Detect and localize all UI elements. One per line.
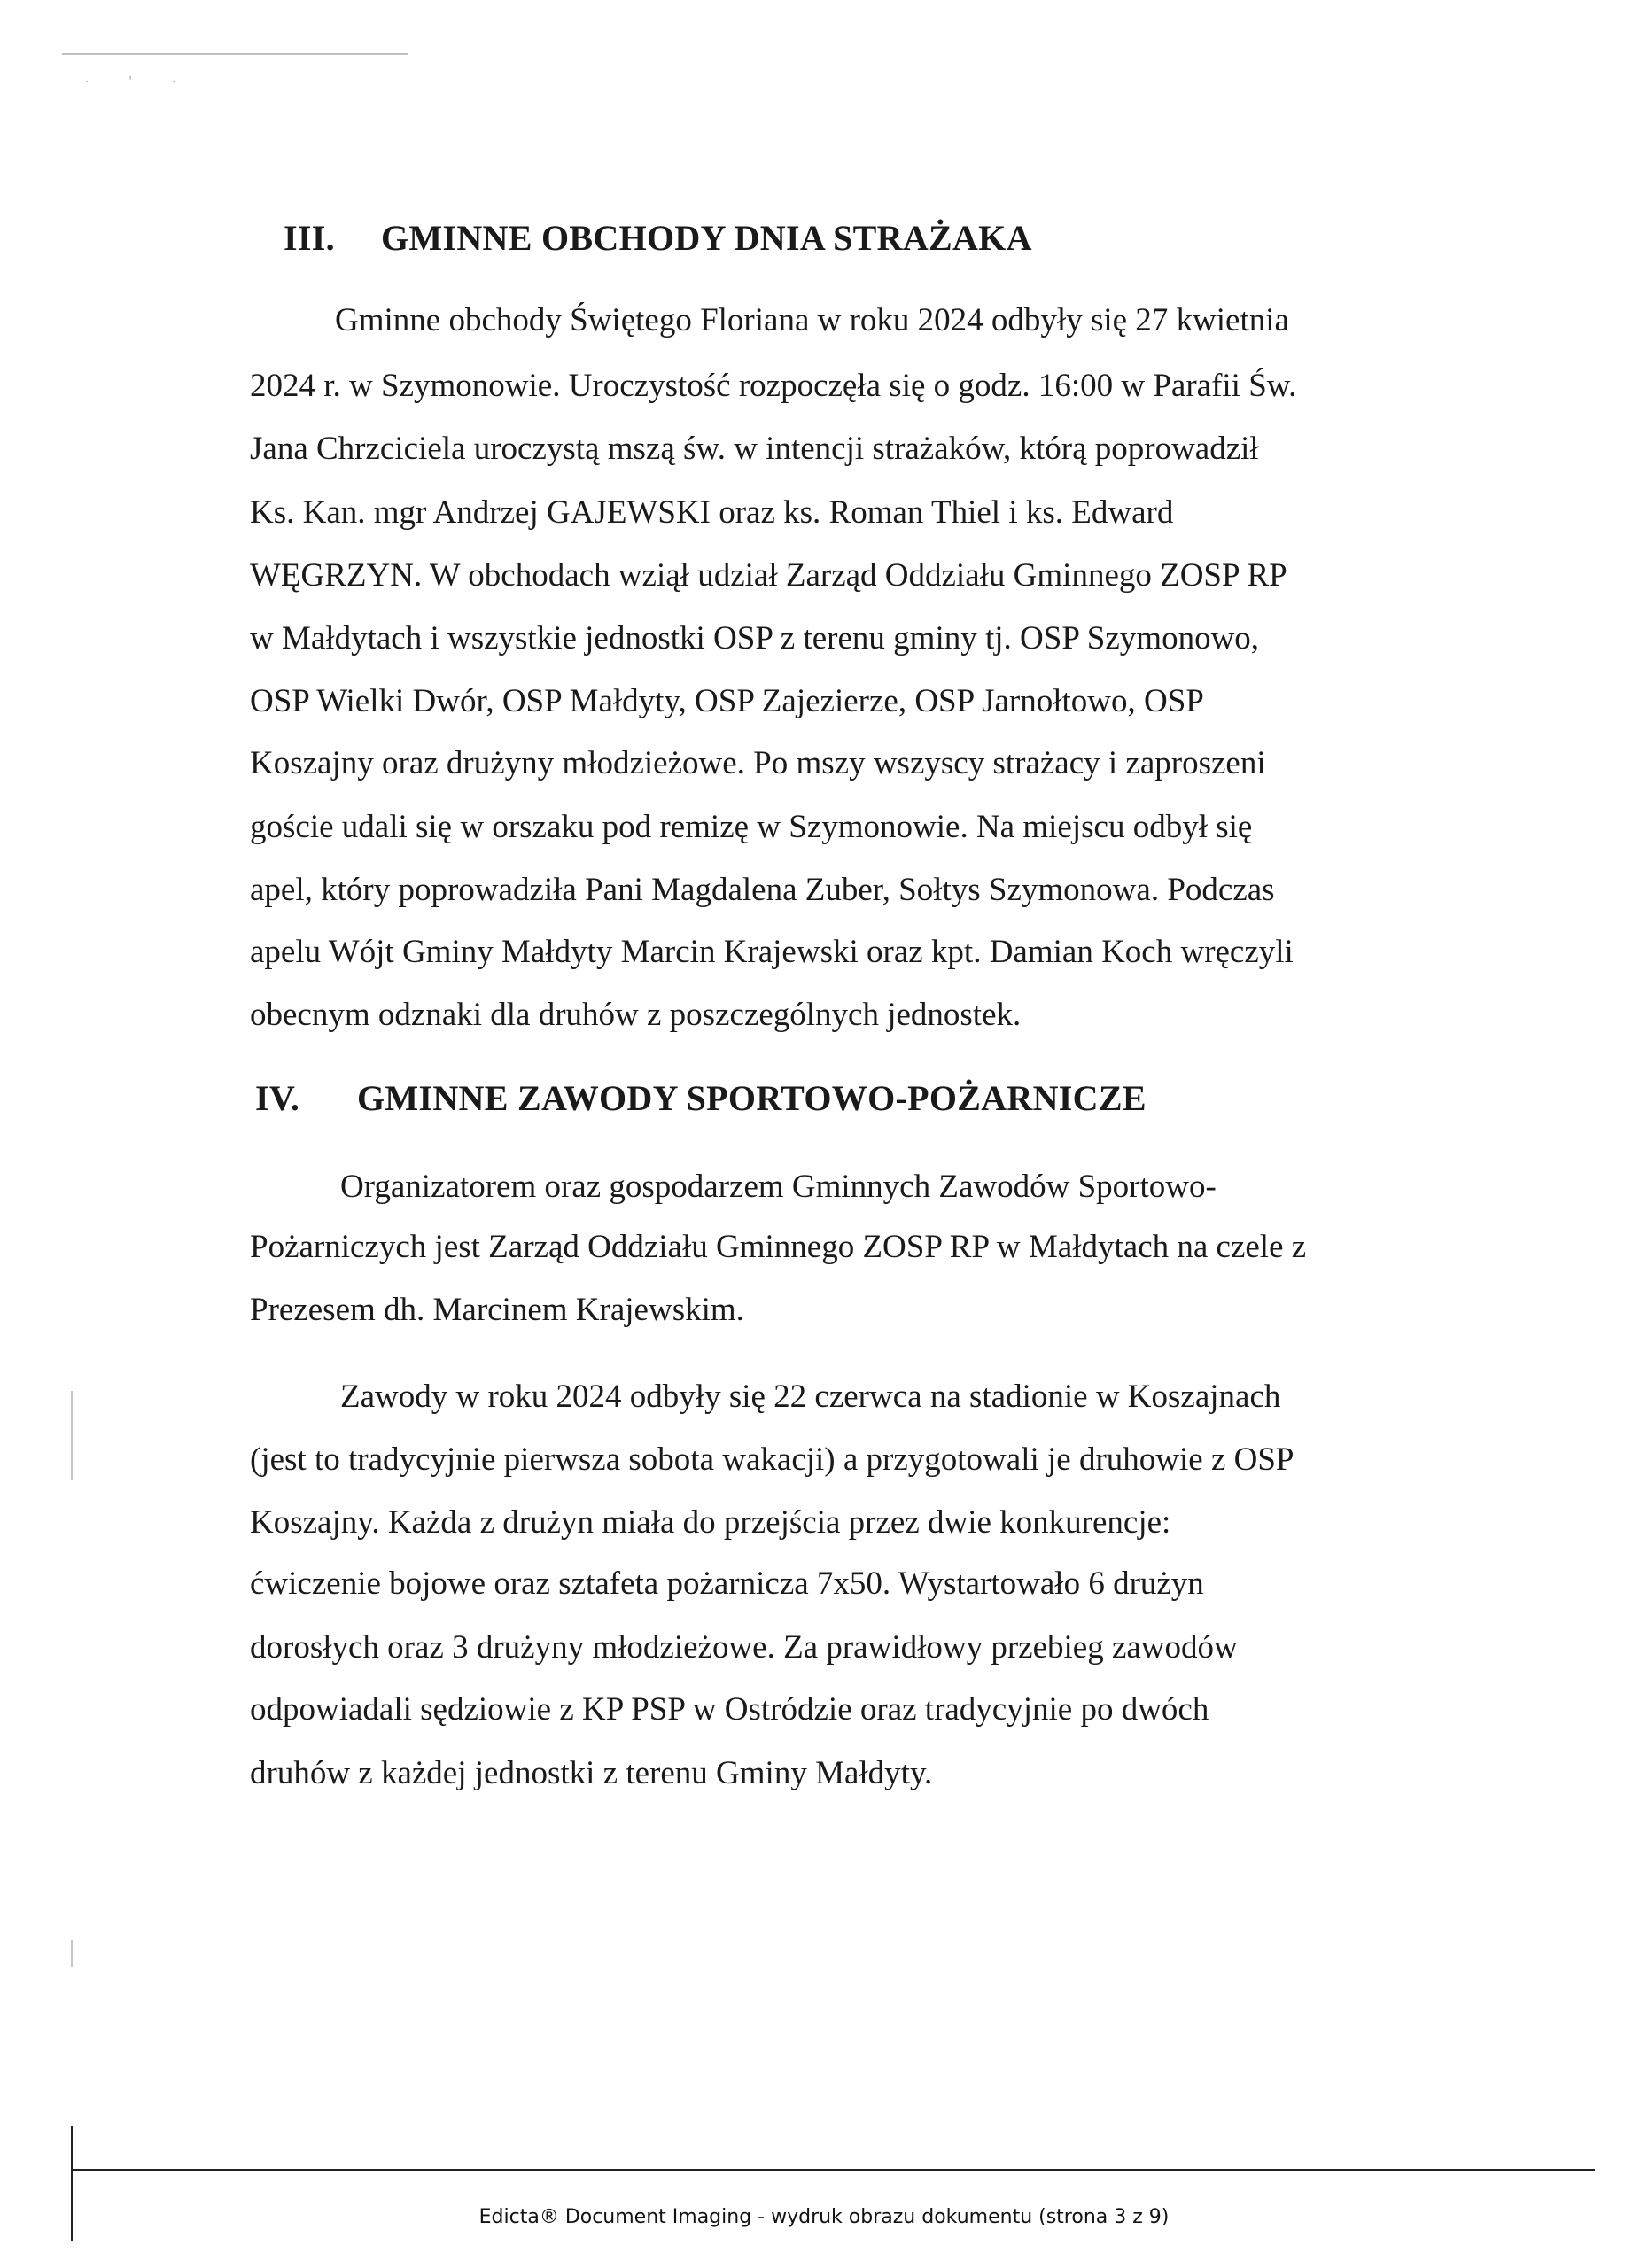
paragraph-line: Koszajny oraz drużyny młodzieżowe. Po mszy wszyscy strażacy i zaproszeni bbox=[250, 745, 1266, 781]
paragraph-line: Pożarniczych jest Zarząd Oddziału Gminnego ZOSP RP w Małdytach na czele z bbox=[250, 1229, 1307, 1265]
scan-artifact-line bbox=[62, 53, 408, 55]
paragraph-line: obecnym odznaki dla druhów z poszczególnych jednostek. bbox=[250, 997, 1022, 1033]
paragraph-line: goście udali się w orszaku pod remizę w Szymonowie. Na miejscu odbył się bbox=[250, 809, 1253, 845]
paragraph-line: ćwiczenie bojowe oraz sztafeta pożarnicza 7x50. Wystartowało 6 drużyn bbox=[250, 1565, 1204, 1602]
section-3-title: GMINNE OBCHODY DNIA STRAŻAKA bbox=[381, 218, 1032, 258]
paragraph-line: dorosłych oraz 3 drużyny młodzieżowe. Za prawidłowy przebieg zawodów bbox=[250, 1629, 1238, 1666]
scan-artifact-left-mark bbox=[71, 1391, 73, 1480]
paragraph-line: Gminne obchody Świętego Floriana w roku 2024 odbyły się 27 kwietnia bbox=[335, 302, 1289, 338]
scan-artifact-left-mark bbox=[71, 1940, 73, 1967]
section-4-number: IV. bbox=[255, 1078, 300, 1118]
paragraph-line: w Małdytach i wszystkie jednostki OSP z terenu gminy tj. OSP Szymonowo, bbox=[250, 620, 1260, 656]
paragraph-line: WĘGRZYN. W obchodach wziął udział Zarząd Oddziału Gminnego ZOSP RP bbox=[250, 557, 1287, 594]
paragraph-line: odpowiadali sędziowie z KP PSP w Ostródzie oraz tradycyjnie po dwóch bbox=[250, 1691, 1209, 1728]
section-3-heading bbox=[284, 217, 1032, 259]
scan-artifact-dots: · ' · bbox=[84, 73, 195, 90]
paragraph-line: druhów z każdej jednostki z terenu Gminy Małdyty. bbox=[250, 1755, 933, 1791]
paragraph-line: Jana Chrzciciela uroczystą mszą św. w intencji strażaków, którą poprowadził bbox=[250, 431, 1259, 467]
paragraph-line: Organizatorem oraz gospodarzem Gminnych Zawodów Sportowo- bbox=[340, 1169, 1217, 1205]
paragraph-line: Ks. Kan. mgr Andrzej GAJEWSKI oraz ks. Roman Thiel i ks. Edward bbox=[250, 494, 1174, 531]
paragraph-line: Koszajny. Każda z drużyn miała do przejścia przez dwie konkurencje: bbox=[250, 1504, 1171, 1541]
section-4-heading bbox=[255, 1077, 1147, 1119]
paragraph-line: Zawody w roku 2024 odbyły się 22 czerwca na stadionie w Koszajnach bbox=[340, 1379, 1281, 1415]
section-4-title: GMINNE ZAWODY SPORTOWO-POŻARNICZE bbox=[357, 1078, 1147, 1118]
paragraph-line: apel, który poprowadziła Pani Magdalena Zuber, Sołtys Szymonowa. Podczas bbox=[250, 872, 1275, 908]
paragraph-line: apelu Wójt Gminy Małdyty Marcin Krajewski oraz kpt. Damian Koch wręczyli bbox=[250, 934, 1294, 970]
paragraph-line: (jest to tradycyjnie pierwsza sobota wakacji) a przygotowali je druhowie z OSP bbox=[250, 1441, 1294, 1478]
paragraph-line: Prezesem dh. Marcinem Krajewskim. bbox=[250, 1292, 744, 1328]
footer-text: Edicta® Document Imaging - wydruk obrazu dokumentu (strona 3 z 9) bbox=[478, 2206, 1170, 2228]
paragraph-line: 2024 r. w Szymonowie. Uroczystość rozpoczęła się o godz. 16:00 w Parafii Św. bbox=[250, 368, 1297, 404]
section-3-number: III. bbox=[284, 218, 335, 258]
footer-rule bbox=[71, 2169, 1595, 2171]
paragraph-line: OSP Wielki Dwór, OSP Małdyty, OSP Zajezierze, OSP Jarnołtowo, OSP bbox=[250, 683, 1204, 719]
